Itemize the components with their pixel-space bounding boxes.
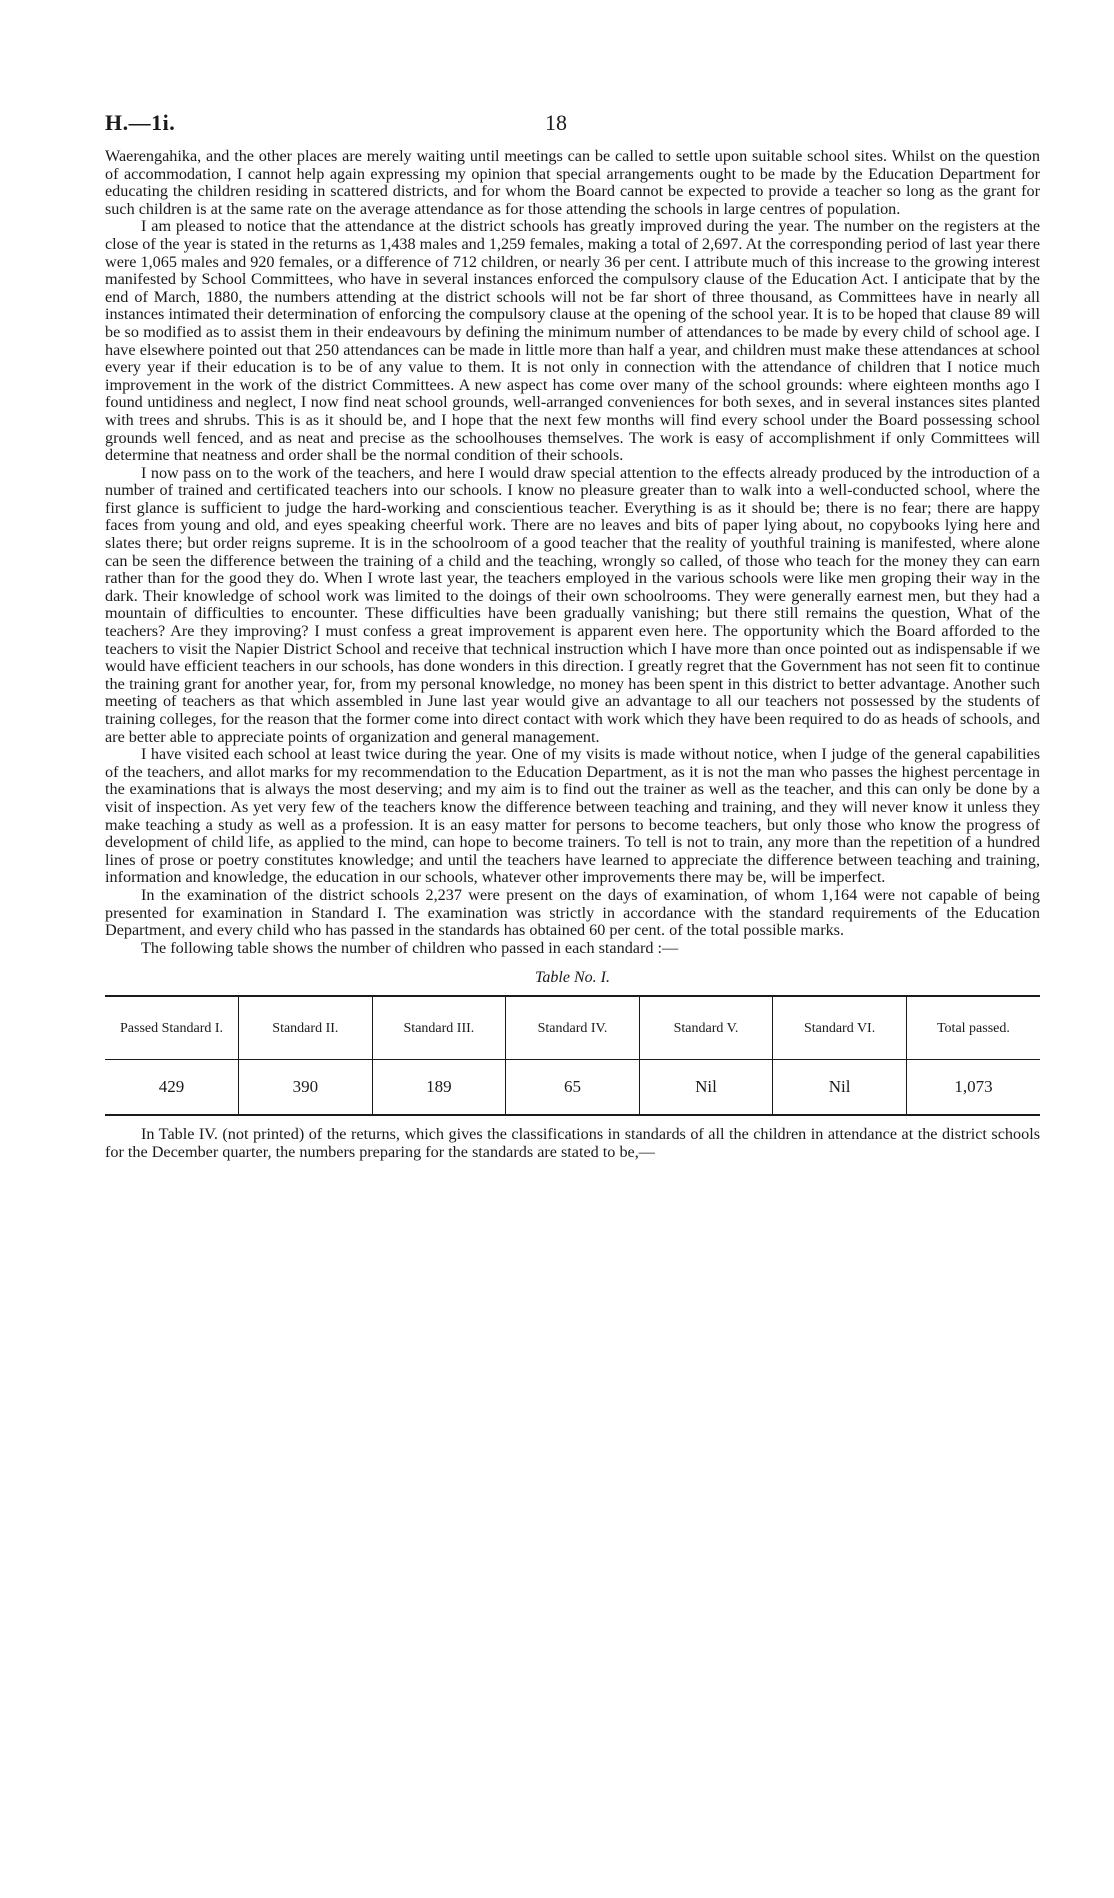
body-text xyxy=(105,148,1040,957)
cell-standard-2: 390 xyxy=(239,1060,373,1116)
table-header-row xyxy=(105,996,1040,1060)
header-standard-1: Passed Standard I. xyxy=(105,996,239,1060)
closing-paragraph: In Table IV. (not printed) of the returns, which gives the classifications in standards of all the children in attendance at the district schools for the December quarter, the numbers preparing for the standards are stated to be,— xyxy=(105,1125,1040,1161)
paragraph-6: The following table shows the number of children who passed in each standard :— xyxy=(141,938,679,957)
cell-total-passed: 1,073 xyxy=(906,1060,1040,1116)
paragraph-3: I now pass on to the work of the teachers, and here I would draw special attention to the effects already produced by the introduction of a number of trained and certificated teachers into our schools. I know no pleasure greater than to walk into a well-conducted school, where the first glance is sufficient to judge the hard-working and conscientious teacher. Everything is as it should be; there is no fear; there are happy faces from young and old, and eyes speaking cheerful work. There are no leaves and bits of paper lying about, no copybooks lying here and slates there; but order reigns supreme. It is in the schoolroom of a good teacher that the reality of youthful training is manifested, where alone can be seen the difference between the training of a child and the teaching, wrongly so called, of those who teach for the money they can earn rather than for the good they do. When I wrote last year, the teachers employed in the various schools were like men groping their way in the dark. Their knowledge of school work was limited to the doings of their own schoolrooms. They were generally earnest men, but they had a mountain of difficulties to encounter. These difficulties have been gradually vanishing; but there still remains the question, What of the teachers? Are they improving? I must confess a great improvement is apparent even here. The opportunity which the Board afforded to the teachers to visit the Napier District School and receive that technical instruction which I have more than once pointed out as indispensable if we would have efficient teachers in our schools, has done wonders in this direction. I greatly regret that the Government has not seen fit to continue the training grant for another year, for, from my personal knowledge, no money has been spent in this district to better advantage. Another such meeting of teachers as that which assembled in June last year would give an advantage to all our teachers not possessed by the students of training colleges, for the reason that the former come into direct contact with work which they have been required to do as heads of schools, and are better able to appreciate points of organization and general management. xyxy=(105,463,1040,746)
paragraph-2: I am pleased to notice that the attendance at the district schools has greatly improved during the year. The number on the registers at the close of the year is stated in the returns as 1,438 males and 1,259 females, making a total of 2,697. At the corresponding period of last year there were 1,065 males and 920 females, or a difference of 712 children, or nearly 36 per cent. I attribute much of this increase to the growing interest manifested by School Committees, who have in several instances enforced the compulsory clause of the Education Act. I anticipate that by the end of March, 1880, the numbers attending at the district schools will not be far short of three thousand, as Committees have in nearly all instances intimated their determination of enforcing the compulsory clause at the opening of the school year. It is to be hoped that clause 89 will be so modified as to assist them in their endeavours by defining the minimum number of attendances to be made by every child of school age. I have elsewhere pointed out that 250 attendances can be made in little more than half a year, and children must make these attendances at school every year if their education is to be of any value to them. It is not only in connection with the attendance of children that I notice much improvement in the work of the district Committees. A new aspect has come over many of the school grounds: where eighteen months ago I found untidiness and neglect, I now find neat school grounds, well-arranged conveniences for both sexes, and in several instances sites planted with trees and shrubs. This is as it should be, and I hope that the next few months will find every school under the Board possessing school grounds well fenced, and as neat and precise as the schoolhouses themselves. The work is easy of accomplishment if only Committees will determine that neatness and order shall be the normal condition of their schools. xyxy=(105,217,1041,465)
page-number: 18 xyxy=(545,110,567,135)
page-header xyxy=(105,110,1040,138)
header-standard-3: Standard III. xyxy=(372,996,506,1060)
paragraph-4: I have visited each school at least twice during the year. One of my visits is made without notice, when I judge of the general capabilities of the teachers, and allot marks for my recommendation to the Education Department, as it is not the man who passes the highest percentage in the examinations that is always the most deserving; and my aim is to find out the trainer as well as the teacher, and this can only be done by a visit of inspection. As yet very few of the teachers know the difference between teaching and training, and they will never know it unless they make teaching a study as well as a profession. It is an easy matter for persons to become teachers, but only those who know the progress of development of child life, as applied to the mind, can hope to become trainers. To tell is not to train, any more than the repetition of a hundred lines of prose or poetry constitutes knowledge; and until the teachers have learned to appreciate the difference between teaching and training, information and knowledge, the education in our schools, whatever other improvements there may be, will be imperfect. xyxy=(105,745,1040,887)
header-total-passed: Total passed. xyxy=(906,996,1040,1060)
header-standard-6: Standard VI. xyxy=(773,996,907,1060)
standards-table xyxy=(105,995,1040,1116)
cell-standard-5: Nil xyxy=(639,1060,773,1116)
cell-standard-4: 65 xyxy=(506,1060,640,1116)
table-row xyxy=(105,1060,1040,1116)
table-caption: Table No. I. xyxy=(535,969,610,987)
paragraph-1: Waerengahika, and the other places are merely waiting until meetings can be called to settle upon suitable school sites. Whilst on the question of accommodation, I cannot help again expressing my opinion that special arrangements ought to be made by the Education Department for educating the children residing in scattered districts, and for whom the Board cannot be expected to provide a teacher so long as the grant for such children is at the same rate on the average attendance as for those attending the schools in large centres of population. xyxy=(105,147,1040,218)
document-page xyxy=(105,110,1040,1162)
header-standard-4: Standard IV. xyxy=(506,996,640,1060)
cell-standard-3: 189 xyxy=(372,1060,506,1116)
page-reference: H.—1i. xyxy=(105,110,176,135)
paragraph-5: In the examination of the district schools 2,237 were present on the days of examination, of whom 1,164 were not capable of being presented for examination in Standard I. The examination was strictly in accordance with the standard requirements of the Education Department, and every child who has passed in the standards has obtained 60 per cent. of the total possible marks. xyxy=(105,885,1040,940)
header-standard-5: Standard V. xyxy=(639,996,773,1060)
cell-standard-6: Nil xyxy=(773,1060,907,1116)
cell-standard-1: 429 xyxy=(105,1060,239,1116)
header-standard-2: Standard II. xyxy=(239,996,373,1060)
